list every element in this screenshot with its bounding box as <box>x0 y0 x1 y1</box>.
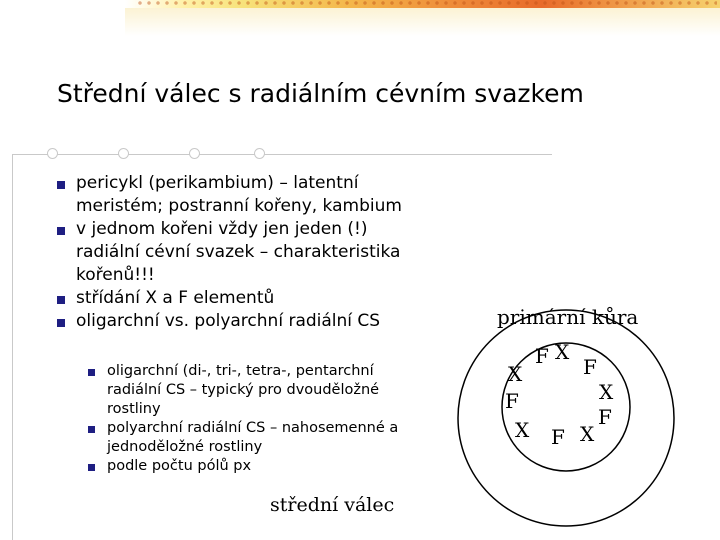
xylem-marker: X <box>515 418 530 442</box>
phloem-marker: F <box>505 389 519 413</box>
phloem-marker: F <box>535 344 549 368</box>
sub-bullet-text: oligarchní (di-, tri-, tetra-, pentarchní radiální CS – typický pro dvouděložné rostliny <box>107 363 380 417</box>
xylem-marker: X <box>599 380 614 404</box>
xylem-marker: X <box>580 422 595 446</box>
xylem-marker: X <box>508 362 523 386</box>
phloem-marker: F <box>551 425 565 449</box>
phloem-marker: F <box>583 355 597 379</box>
bullet-text: pericykl (perikambium) – latentní meristém; postranní kořeny, kambium <box>76 173 402 216</box>
bullet-text: v jednom kořeni vždy jen jeden (!) radiální cévní svazek – charakteristika kořenů!!! <box>76 219 401 285</box>
sub-bullet-text: podle počtu pólů px <box>107 458 252 474</box>
xylem-marker: X <box>555 340 570 364</box>
slide-title: Střední válec s radiálním cévním svazkem <box>57 79 584 108</box>
phloem-marker: F <box>598 405 612 429</box>
label-primarni-kura: primární kůra <box>497 305 639 329</box>
label-stredni-valec: střední válec <box>270 494 395 516</box>
sub-bullet-text: polyarchní radiální CS – nahosemenné a jednoděložné rostliny <box>107 420 399 455</box>
bullet-text: oligarchní vs. polyarchní radiální CS <box>76 311 381 331</box>
bullet-text: střídání X a F elementů <box>76 288 275 308</box>
